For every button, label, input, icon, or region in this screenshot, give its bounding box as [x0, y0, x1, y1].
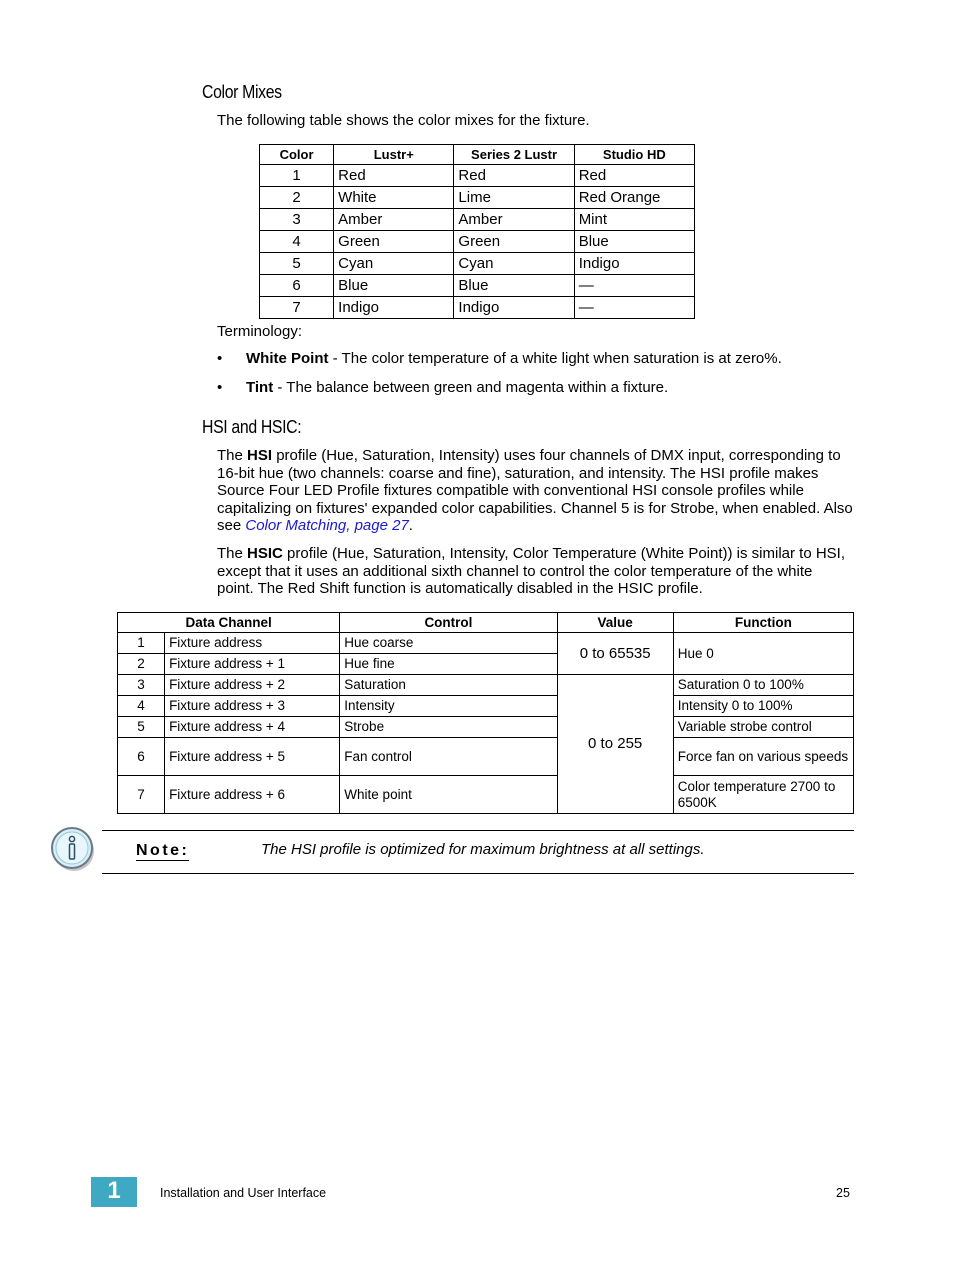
- table-cell: Hue 0: [673, 633, 853, 675]
- table-cell: Color temperature 2700 to 6500K: [673, 776, 853, 814]
- table-cell: Amber: [334, 209, 454, 231]
- table-cell: Cyan: [334, 253, 454, 275]
- table-cell: Saturation: [340, 675, 557, 696]
- paragraph-text: The: [217, 545, 248, 562]
- table-row: [260, 275, 695, 297]
- table-cell: Hue fine: [340, 654, 557, 675]
- table-cell: Fixture address + 4: [165, 717, 340, 738]
- table-row: [260, 231, 695, 253]
- intro-text: The following table shows the color mixes for the fixture.: [217, 112, 590, 129]
- table-cell: Cyan: [454, 253, 574, 275]
- table-row: [260, 253, 695, 275]
- table-row: [260, 297, 695, 319]
- bullet-text: - The balance between green and magenta within a fixture.: [273, 379, 669, 396]
- bullet-term: White Point: [246, 350, 329, 367]
- table-cell: Red: [574, 165, 694, 187]
- table-cell: Intensity: [340, 696, 557, 717]
- section-heading-hsi: HSI and HSIC:: [202, 417, 302, 437]
- note-label: Note:: [136, 842, 190, 859]
- table-cell: White: [334, 187, 454, 209]
- color-matching-link[interactable]: Color Matching, page 27: [245, 517, 409, 534]
- table-cell: —: [574, 275, 694, 297]
- table-cell: Intensity 0 to 100%: [673, 696, 853, 717]
- table-cell: Fixture address: [165, 633, 340, 654]
- column-header: Data Channel: [118, 613, 340, 633]
- table-row: [260, 187, 695, 209]
- table-cell: Strobe: [340, 717, 557, 738]
- table-cell: 1: [260, 165, 334, 187]
- bullet-item: [217, 379, 837, 397]
- table-cell: Fixture address + 5: [165, 738, 340, 776]
- table-cell: Indigo: [454, 297, 574, 319]
- paragraph-text: profile (Hue, Saturation, Intensity, Color Temperature (White Point)) is similar to HSI, except that it uses an additional sixth channel to control the color temperature of the white point. The Red Shift function is automatically disabled in the HSIC profile.: [217, 545, 846, 597]
- table-cell: 5: [260, 253, 334, 275]
- table-cell: 2: [260, 187, 334, 209]
- table-cell: 1: [118, 633, 165, 654]
- table-cell: Lime: [454, 187, 574, 209]
- table-cell: 3: [260, 209, 334, 231]
- table-cell: Saturation 0 to 100%: [673, 675, 853, 696]
- note-bottom-rule: [102, 873, 854, 874]
- table-cell: Fixture address + 2: [165, 675, 340, 696]
- paragraph-text: profile (Hue, Saturation, Intensity) uses four channels of DMX input, corresponding to 16-bit hue (two channels: coarse and fine), saturation, and intensity. The HSI profile makes Source Four LED Profile fixtures compatible with conventional HSI console profiles while capitalizing on fixtures' expanded color capabilities. Channel 5 is for Strobe, when enabled. Also see: [217, 447, 853, 534]
- table-cell: Force fan on various speeds: [673, 738, 853, 776]
- table-header-row: [260, 145, 695, 165]
- section-heading-color-mixes: Color Mixes: [202, 82, 282, 102]
- column-header: Function: [673, 613, 853, 633]
- bullet-glyph: •: [217, 379, 223, 396]
- table-cell: Fan control: [340, 738, 557, 776]
- table-cell: 6: [118, 738, 165, 776]
- column-header: Value: [557, 613, 673, 633]
- table-cell: Amber: [454, 209, 574, 231]
- table-cell: White point: [340, 776, 557, 814]
- terminology-label: Terminology:: [217, 323, 303, 340]
- table-cell: 4: [118, 696, 165, 717]
- bullet-item: [217, 350, 837, 368]
- hsi-channel-table: [117, 612, 854, 814]
- table-row: [260, 165, 695, 187]
- table-cell: Red Orange: [574, 187, 694, 209]
- paragraph-text: The: [217, 447, 248, 464]
- table-cell: Mint: [574, 209, 694, 231]
- column-header: Lustr+: [334, 145, 454, 165]
- color-mix-table: [259, 144, 695, 319]
- table-cell: 6: [260, 275, 334, 297]
- hsi-paragraph: [217, 447, 853, 535]
- paragraph-bold: HSIC: [247, 545, 283, 562]
- footer-title: Installation and User Interface: [160, 1186, 327, 1200]
- column-header: Series 2 Lustr: [454, 145, 574, 165]
- table-cell: Blue: [454, 275, 574, 297]
- table-cell: Green: [334, 231, 454, 253]
- table-cell: 3: [118, 675, 165, 696]
- table-cell: 2: [118, 654, 165, 675]
- column-header: Color: [260, 145, 334, 165]
- table-cell: 0 to 255: [557, 675, 673, 814]
- table-cell: —: [574, 297, 694, 319]
- table-cell: Indigo: [574, 253, 694, 275]
- table-cell: Variable strobe control: [673, 717, 853, 738]
- chapter-badge: 1: [91, 1177, 137, 1207]
- table-cell: Red: [454, 165, 574, 187]
- table-cell: Fixture address + 3: [165, 696, 340, 717]
- info-icon: [50, 826, 96, 872]
- table-cell: Green: [454, 231, 574, 253]
- table-cell: 4: [260, 231, 334, 253]
- table-cell: Indigo: [334, 297, 454, 319]
- table-row: [118, 675, 854, 696]
- paragraph-bold: HSI: [247, 447, 273, 464]
- table-row: [118, 738, 854, 776]
- table-cell: Red: [334, 165, 454, 187]
- column-header: Control: [340, 613, 557, 633]
- table-row: [260, 209, 695, 231]
- table-cell: 7: [260, 297, 334, 319]
- bullet-term: Tint: [246, 379, 274, 396]
- table-cell: 5: [118, 717, 165, 738]
- paragraph-text: .: [408, 517, 413, 534]
- column-header: Studio HD: [574, 145, 694, 165]
- table-row: [118, 717, 854, 738]
- page-number: 25: [836, 1186, 850, 1200]
- hsic-paragraph: [217, 545, 853, 598]
- table-cell: Blue: [574, 231, 694, 253]
- table-cell: 0 to 65535: [557, 633, 673, 675]
- table-row: [118, 776, 854, 814]
- table-header-row: [118, 613, 854, 633]
- note-top-rule: [102, 830, 854, 831]
- bullet-glyph: •: [217, 350, 223, 367]
- table-cell: Hue coarse: [340, 633, 557, 654]
- table-cell: Fixture address + 1: [165, 654, 340, 675]
- table-row: [118, 633, 854, 654]
- bullet-text: - The color temperature of a white light when saturation is at zero%.: [328, 350, 782, 367]
- table-cell: 7: [118, 776, 165, 814]
- table-row: [118, 696, 854, 717]
- note-text: The HSI profile is optimized for maximum brightness at all settings.: [261, 841, 705, 858]
- table-cell: Blue: [334, 275, 454, 297]
- table-cell: Fixture address + 6: [165, 776, 340, 814]
